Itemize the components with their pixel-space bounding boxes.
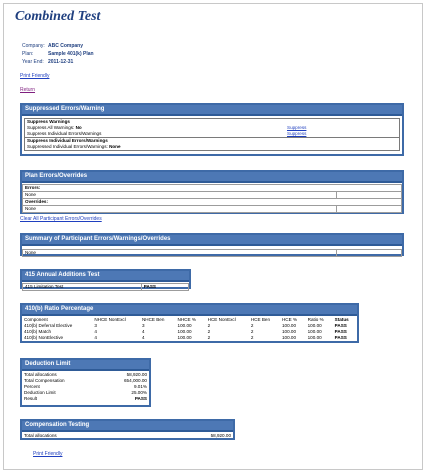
participant-summary-header: Summary of Participant Errors/Warnings/Overrides <box>22 235 402 246</box>
errors-value: None <box>23 192 337 199</box>
print-friendly-link-top[interactable]: Print Friendly <box>20 73 50 79</box>
table-row: Percent 9.01% <box>24 384 147 389</box>
limitation-test-label: 415 Limitation Test <box>23 284 142 291</box>
participant-summary-value: None <box>23 250 337 257</box>
deduction-header: Deduction Limit <box>22 360 149 371</box>
ratio-panel <box>20 303 359 343</box>
table-row: Result PASS <box>24 396 147 401</box>
overrides-value: None <box>23 206 337 213</box>
table-row: Total allocations 58,920.00 <box>24 433 231 438</box>
table-row: 410(b) Deferral Elective 3 3 100.00 2 2 100.00 100.00 PASS <box>24 323 347 328</box>
ratio-column-headers: Component NHCE NonExcl NHCE Ben NHCE % HCE NonExcl HCE Ben HCE % Ratio % Status <box>24 317 349 322</box>
table-row: Deduction Limit 25.00% <box>24 390 147 395</box>
errors-label: Errors: <box>23 185 402 192</box>
table-row: 410(b) NonElective 4 4 100.00 2 2 100.00 100.00 PASS <box>24 335 347 340</box>
suppress-warnings-heading: Suppress Warnings <box>27 119 70 124</box>
table-row: Total allocations 58,920.00 <box>24 372 147 377</box>
print-friendly-link-bottom[interactable]: Print Friendly <box>33 451 63 457</box>
overrides-label: Overrides: <box>23 199 402 206</box>
clear-overrides-link[interactable]: Clear All Participant Errors/Overrides <box>20 216 102 222</box>
suppress-all-link[interactable]: Suppress <box>287 125 307 130</box>
suppress-individual-heading: Suppress Individual Errors/Warnings <box>27 138 108 143</box>
info-year-end: Year End: 2011-12-31 <box>22 59 74 65</box>
limitation-test-status: PASS <box>141 284 188 291</box>
compensation-header: Compensation Testing <box>22 421 233 432</box>
suppressed-individual-value-row: Suppressed Individual Errors/Warnings: None <box>27 144 121 149</box>
page-title: Combined Test <box>15 9 101 24</box>
table-row: 410(b) Match 4 4 100.00 2 2 100.00 100.00 PASS <box>24 329 347 334</box>
ratio-header: 410(b) Ratio Percentage <box>22 305 357 316</box>
suppress-all-row: Suppress All Warnings: No <box>27 125 82 130</box>
plan-errors-header: Plan Errors/Overrides <box>22 172 402 183</box>
suppress-individual-row: Suppress Individual Errors/Warnings <box>27 131 102 136</box>
participant-summary-panel <box>20 233 404 256</box>
return-link[interactable]: Return <box>20 87 36 93</box>
plan-errors-panel <box>20 170 404 214</box>
annual-additions-header: 415 Annual Additions Test <box>22 271 189 282</box>
compensation-panel <box>20 419 235 440</box>
deduction-panel <box>20 358 151 407</box>
annual-additions-panel <box>20 269 191 289</box>
plan-info <box>22 42 94 66</box>
info-plan: Plan: Sample 401(k) Plan <box>22 51 94 57</box>
table-row: Total Compensation 654,000.00 <box>24 378 147 383</box>
suppressed-table-box <box>24 118 400 138</box>
info-company: Company: ABC Company <box>22 43 84 49</box>
suppressed-panel-header: Suppressed Errors/Warning <box>22 105 402 116</box>
suppressed-panel <box>20 103 404 156</box>
suppressed-individual-box <box>24 138 400 151</box>
suppress-individual-link[interactable]: Suppress <box>287 131 307 136</box>
